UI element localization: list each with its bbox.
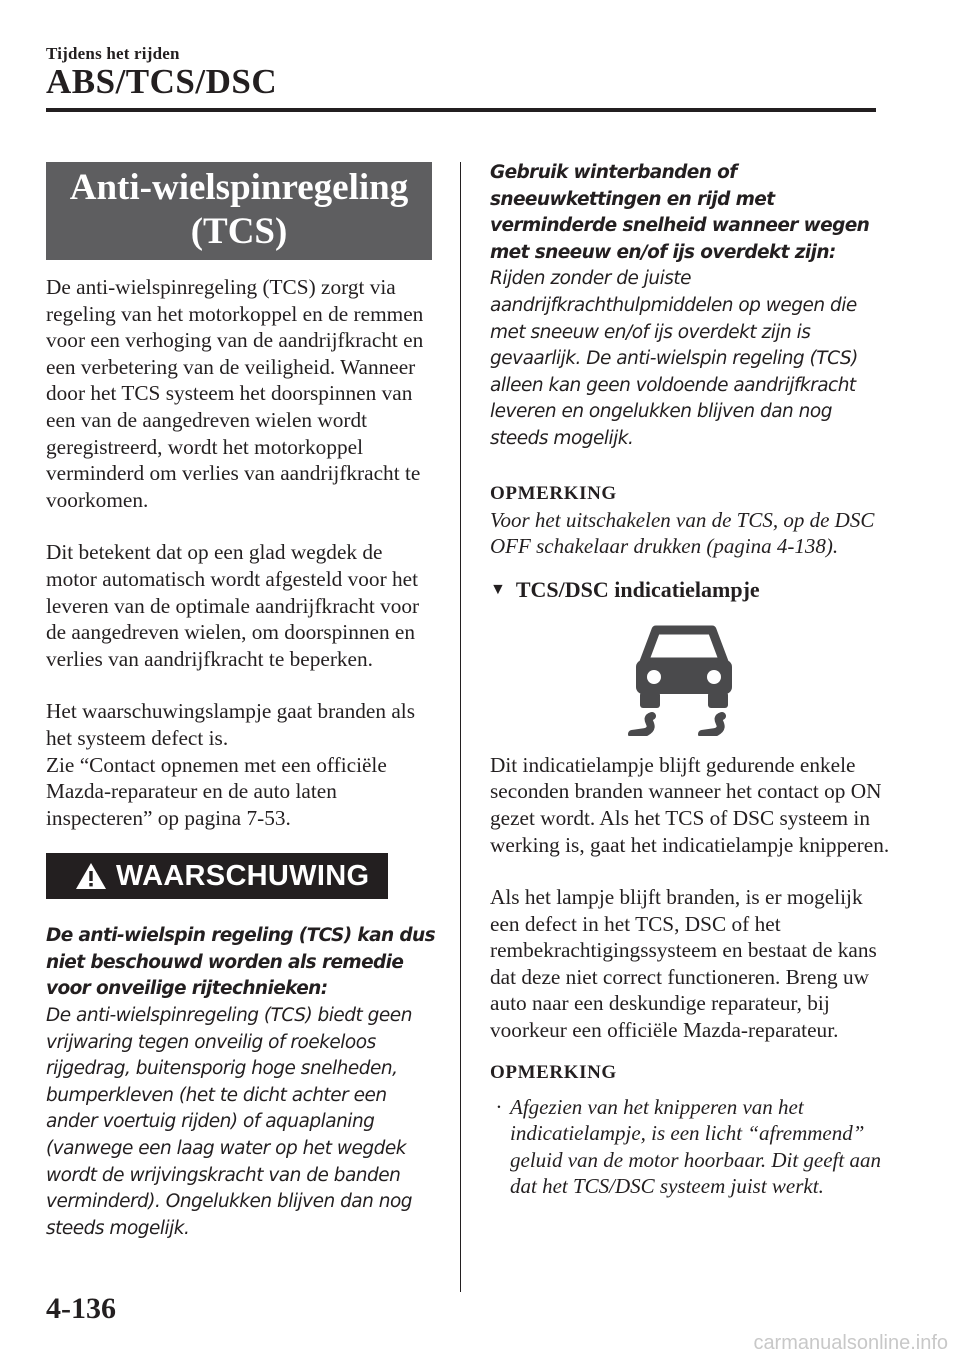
indicator-icon-area [490, 622, 890, 740]
triangle-bullet-icon: ▼ [490, 580, 506, 598]
winter-warning-heading: Gebruik winterbanden of sneeuwkettingen en rijd met verminderde snelheid wanneer wegen met sneeuw en/of ijs overdekt zijn: [490, 162, 870, 263]
page-number: 4-136 [46, 1292, 116, 1325]
indicator-paragraph: Dit indicatielampje blijft gedurende enkele seconden branden wanneer het contact op ON gezet wordt. Als het TCS of DSC systeem in werking is, gaat het indicatielampje knipperen. [490, 752, 890, 857]
chapter-title: ABS/TCS/DSC [46, 62, 278, 101]
indicator-subheading-text: TCS/DSC indicatielampje [515, 576, 760, 602]
column-divider [460, 162, 461, 1292]
watermark: carmanualsonline.info [753, 1332, 948, 1354]
header-rule [46, 108, 876, 112]
slippery-road-paragraph: Dit betekent dat op een glad wegdek de motor automatisch wordt afgesteld voor het leveren van de optimale aandrijfkracht voor de aangedreven wielen, om doorspinnen en verlies van aandrijfkracht te beperken. [46, 540, 420, 671]
section-title-line2: (TCS) [190, 211, 288, 252]
warning-light-paragraph: Het waarschuwingslampje gaat branden als het systeem defect is. [46, 699, 416, 750]
warning-text: De anti-wielspinregeling (TCS) biedt geen vrijwaring tegen onveilig of roekeloos rijgedrag, buitensporig hoge snelheden, bumperkleven (het te dicht achter een ander voertuig rijden) of aquaplaning (vanwege een laag water op het wegdek wordt de wrijvingskracht van de banden verminderd). Ongelukken blijven dan nog steeds mogelijk. [46, 1005, 413, 1239]
intro-paragraph: De anti-wielspinregeling (TCS) zorgt via regeling van het motorkoppel en de remmen voor een verhoging van de aandrijfkracht en een verbetering van de veiligheid. Wanneer door het TCS systeem het doorspinnen van een van de aangedreven wielen wordt geregistreerd, wordt het motorkoppel verminderd om verlies van aandrijfkracht te voorkomen. [46, 275, 424, 512]
section-label: Tijdens het rijden [46, 44, 180, 63]
reference-paragraph: Zie “Contact opnemen met een officiële Mazda-reparateur en de auto laten inspecteren” op pagina 7-53. [46, 752, 387, 830]
note-text: Voor het uitschakelen van de TCS, op de DSC OFF schakelaar drukken (pagina 4-138). [490, 507, 875, 559]
section-title-line1: Anti-wielspinregeling [69, 167, 409, 208]
note2-bullet [496, 1094, 890, 1200]
warning-heading: De anti-wielspin regeling (TCS) kan dus niet beschouwd worden als remedie voor onveilige rijtechnieken: [46, 925, 436, 1000]
section-title-box [46, 162, 432, 260]
note2-bullet-text: Afgezien van het knipperen van het indicatielampje, is een licht “afremmend” geluid van de motor hoorbaar. Dit geeft aan dat het TCS/DSC systeem juist werkt. [510, 1094, 881, 1199]
winter-warning-text: Rijden zonder de juiste aandrijfkrachthulpmiddelen op wegen die met sneeuw en/of ijs overdekt zijn is gevaarlijk. De anti-wielspin regeling (TCS) alleen kan geen voldoende aandrijfkracht leveren en ongelukken blijven dan nog steeds mogelijk. [490, 268, 858, 449]
warning-label: WAARSCHUWING [116, 859, 370, 892]
warning-triangle-icon [74, 861, 108, 891]
note2-label: OPMERKING [490, 1061, 617, 1083]
note-label: OPMERKING [490, 482, 617, 504]
defect-paragraph: Als het lampje blijft branden, is er mogelijk een defect in het TCS, DSC of het rembekrachtigingssysteem en bestaat de kans dat deze niet correct functioneren. Breng uw auto naar een deskundige reparateur, bij voorkeur een officiële Mazda-reparateur. [490, 885, 877, 1043]
warning-badge [46, 853, 388, 899]
indicator-subheading [490, 576, 890, 604]
bullet-dot-icon: · [496, 1094, 502, 1119]
left-column [46, 162, 436, 1242]
right-column [490, 160, 890, 1200]
skidding-car-icon [628, 622, 740, 736]
